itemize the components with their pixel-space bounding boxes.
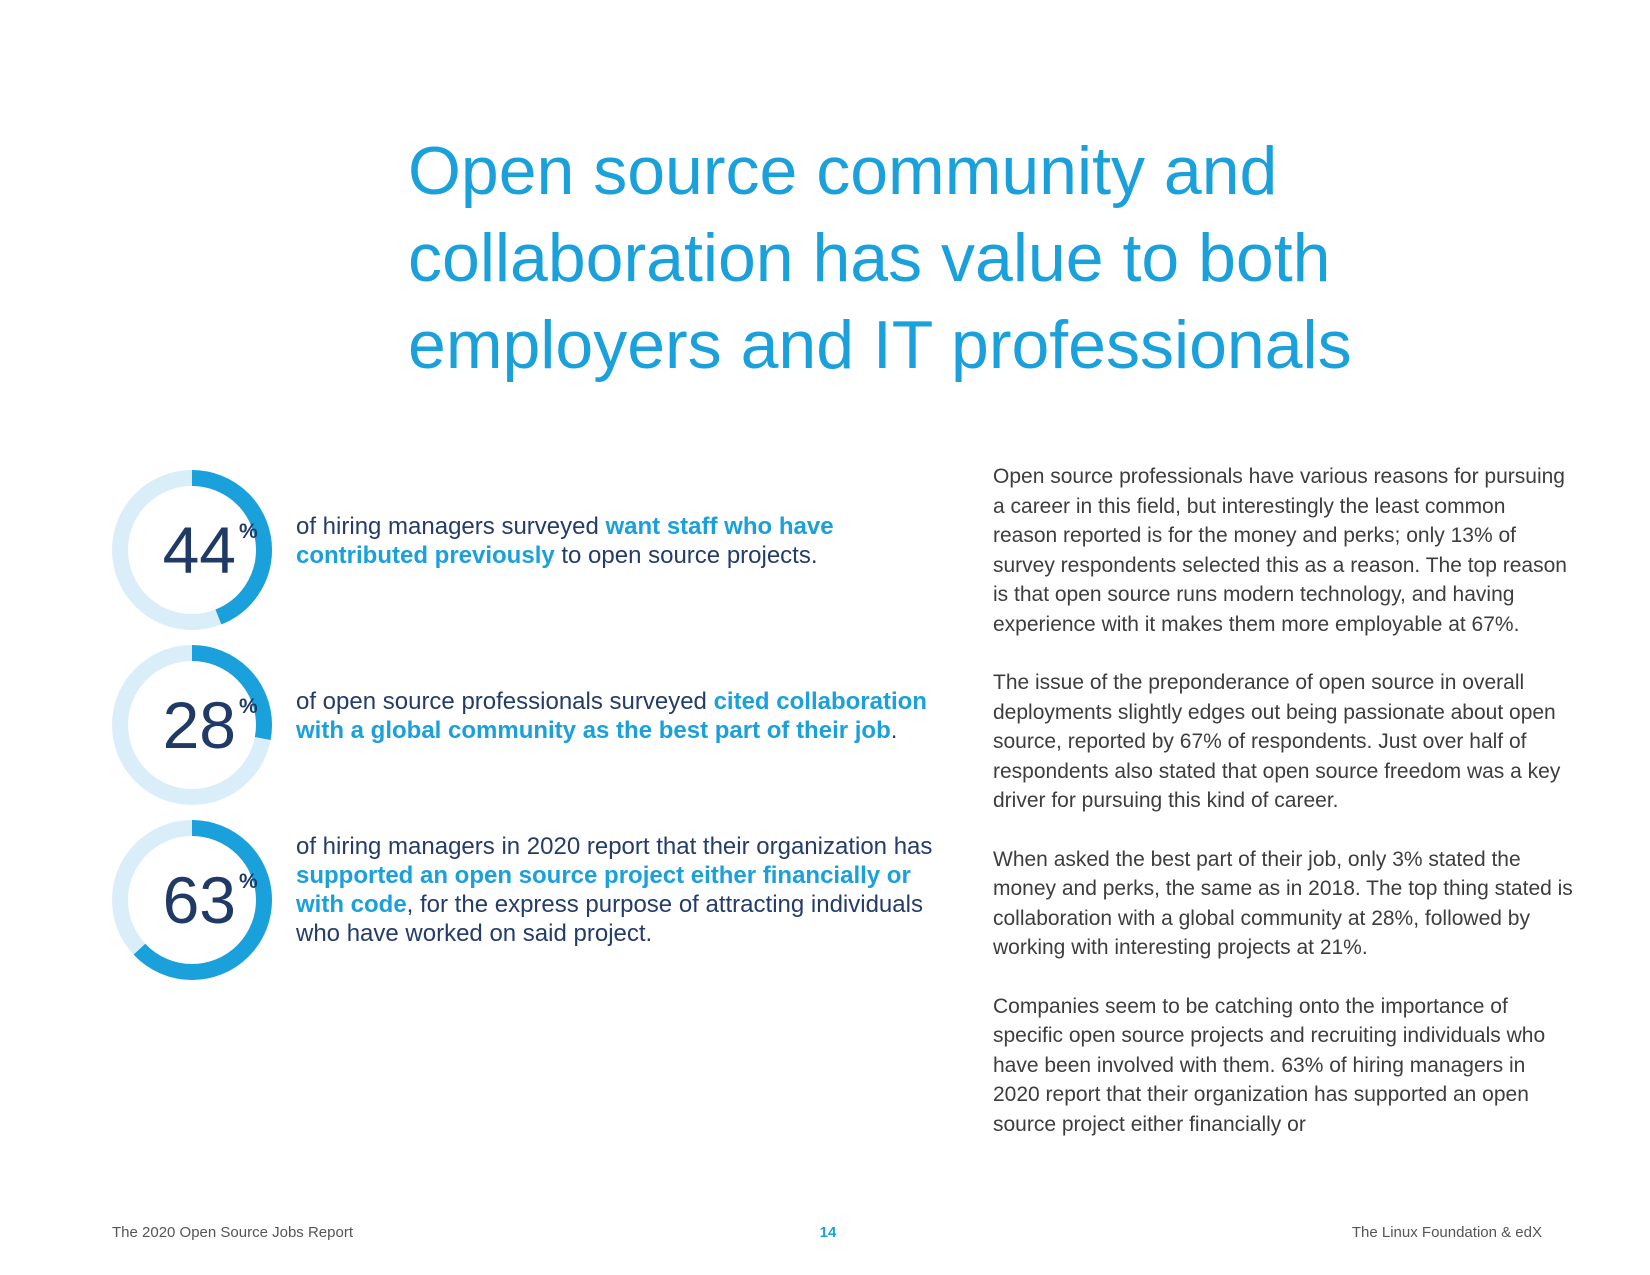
stat-block-63 (112, 820, 962, 980)
percent-sign: % (239, 520, 258, 543)
page-number: 14 (819, 1224, 837, 1241)
stat-description (296, 687, 956, 745)
body-paragraph: Companies seem to be catching onto the importance of specific open source projects and recruiting individuals who have been involved with them. 63% of hiring managers in 2020 report that their organization has supported an open source project either financially or (993, 994, 1546, 1136)
stat-description (296, 512, 956, 570)
stat-text-post: . (890, 717, 898, 744)
body-paragraph: When asked the best part of their job, only 3% stated the money and perks, the same as in 2018. The top thing stated is collaboration with a global community at 28%, followed by working with interesting projects at 21%. (993, 847, 1573, 959)
footer-report-title: The 2020 Open Source Jobs Report (112, 1224, 353, 1241)
body-paragraph: The issue of the preponderance of open source in overall deployments slightly edges out being passionate about open source, reported by 67% of respondents. Just over half of respondents also stated that open source freedom was a key driver for pursuing this kind of career. (993, 671, 1561, 812)
stat-number: 28 (162, 688, 236, 762)
stat-text-highlight: supported an open source project either financially or with code (296, 862, 911, 918)
title-line: collaboration has value to both (408, 220, 1331, 296)
title-line: Open source community and (408, 133, 1278, 209)
stat-text-post: , for the express purpose of attracting individuals who have worked on said project. (296, 891, 923, 947)
title-line: employers and IT professionals (408, 307, 1352, 383)
percent-sign: % (239, 870, 258, 893)
stat-description (296, 832, 956, 948)
body-text-column (993, 462, 1573, 1168)
stat-block-44 (112, 470, 962, 630)
footer-publisher: The Linux Foundation & edX (1351, 1224, 1542, 1241)
stat-text-pre: of open source professionals surveyed (296, 688, 714, 715)
stat-text-post: to open source projects. (554, 542, 818, 569)
percent-sign: % (239, 695, 258, 718)
stat-text-pre: of hiring managers surveyed (296, 513, 606, 540)
stat-number: 44 (162, 513, 236, 587)
stat-text-highlight: want staff who have contributed previously (296, 513, 834, 569)
stat-text-pre: of hiring managers in 2020 report that their organization has (296, 833, 933, 860)
stat-number: 63 (162, 863, 236, 937)
page-title (408, 128, 1558, 389)
body-paragraph: Open source professionals have various reasons for pursuing a career in this field, but interestingly the least common reason reported is for the money and perks; only 13% of survey respondents selected this as a reason. The top reason is that open source runs modern technology, and having experience with it makes them more employable at 67%. (993, 465, 1567, 636)
stat-text-highlight: cited collaboration with a global community as the best part of their job (296, 688, 927, 744)
stat-block-28 (112, 645, 962, 805)
